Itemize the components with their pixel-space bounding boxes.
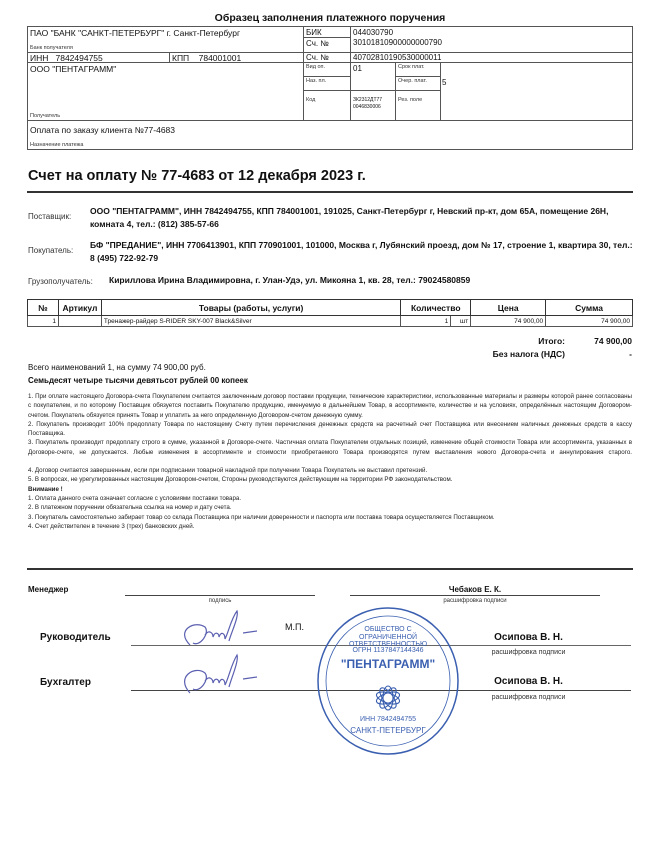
row-sku <box>58 316 101 327</box>
table-header <box>28 300 633 316</box>
corr-account-value: 30101810900000000790 <box>353 38 442 47</box>
header-number: № <box>28 300 59 316</box>
bank-label: Банк получателя <box>30 45 73 51</box>
buyer-details: БФ "ПРЕДАНИЕ", ИНН 7706413901, КПП 770901001, 101000, Москва г, Лубянский проезд, дом № 17, строение 1, квартира 30, тел.: 8 (495) 722-92-79 <box>90 240 633 263</box>
term-2: 2. Покупатель производит 100% предоплату Товара по настоящему Счету путем перечисления денежных средств на расчетный счет Поставщика или внесением наличных денежных средств в кассу Поставщика. <box>28 420 632 438</box>
vat-label: Без налога (НДС) <box>492 349 565 359</box>
recipient-name: ООО "ПЕНТАГРАММ" <box>30 64 117 74</box>
total-label: Итого: <box>538 336 565 346</box>
form-title: Образец заполнения платежного поручения <box>214 12 446 24</box>
payment-purpose: Оплата по заказу клиента №77-4683 <box>30 125 176 135</box>
recipient-label: Получатель <box>30 113 61 119</box>
stamp-city: САНКТ-ПЕТЕРБУРГ <box>350 726 426 735</box>
account-value: 40702810190530000011 <box>353 53 442 62</box>
stamp-outer-text: ОБЩЕСТВО С ОГРАНИЧЕННОЙ ОТВЕТСТВЕННОСТЬЮ <box>348 626 428 649</box>
consignee-details: Кириллова Ирина Владимировна, г. Улан-Удэ, ул. Микояна 1, кв. 28, тел.: 79024580859 <box>109 275 471 285</box>
stamp-ogrn: ОГРН 1137847144346 <box>352 647 424 654</box>
corr-account-label: Сч. № <box>306 39 329 48</box>
stamp-place-label: М.П. <box>285 622 304 632</box>
row-sum: 74 900,00 <box>546 316 633 327</box>
header-goods: Товары (работы, услуги) <box>101 300 400 316</box>
terms <box>28 392 632 531</box>
decode-caption: расшифровка подписи <box>491 694 566 701</box>
code-value: ЗК2312ДТ77 0046830006 <box>353 97 383 110</box>
terms-divider <box>27 568 633 570</box>
term-1: 1. При оплате настоящего Договора-счета Покупателем считается заключенным договор поставки продукции, технические характеристики, использованные материалы и размеры которой ранее согласованы с покупателем, и по которому Поставщик обязуется поставить Покупателю продукцию, именуемую в дальнейшем Товар, в ассортименте, количестве и на условиях, определённых настоящим Договором-счетом. Покупатель обязуется принять Товар и уплатить за него определенную Договором-счетом денежную сумму. <box>28 393 632 419</box>
term-4: 4. Договор считается завершенным, если при подписании товарной накладной при получении Товара Покупатель не выставил претензий. <box>28 467 428 475</box>
invoice-title: Счет на оплату № 77-4683 от 12 декабря 2023 г. <box>28 168 366 184</box>
manager-name: Чебаков Е. К. <box>448 585 502 594</box>
company-stamp <box>316 606 460 756</box>
row-qty: 1 <box>401 316 451 327</box>
total-value: 74 900,00 <box>594 336 632 346</box>
header-quantity: Количество <box>401 300 471 316</box>
payment-term-label: Срок плат. <box>398 64 425 70</box>
bank-name: ПАО "БАНК "САНКТ-ПЕТЕРБУРГ" г. Санкт-Петербург <box>30 28 241 38</box>
bik-label: БИК <box>306 28 322 37</box>
stamp-inn: ИНН 7842494755 <box>359 716 417 723</box>
header-price: Цена <box>471 300 546 316</box>
stamp-name: "ПЕНТАГРАММ" <box>340 657 436 671</box>
row-unit: шт <box>451 316 471 327</box>
payment-purpose-code-label: Наз. пл. <box>306 78 327 84</box>
attention-3: 3. Покупатель самостоятельно забирает товар со склада Поставщика при наличии доверенности и паспорта или поставка товара осуществляется Поставщиком. <box>28 513 495 521</box>
inn-value: 7842494755 <box>55 53 103 63</box>
kpp-label: КПП <box>172 53 190 63</box>
payment-order-value: 5 <box>442 78 447 87</box>
decode-caption: расшифровка подписи <box>443 598 507 604</box>
decode-caption: расшифровка подписи <box>491 649 566 656</box>
bik-value: 044030790 <box>353 28 394 37</box>
reserve-field-label: Рез. поле <box>398 97 423 103</box>
code-label: Код <box>306 97 316 103</box>
manager-label: Менеджер <box>28 585 69 594</box>
op-type-value: 01 <box>353 64 362 73</box>
attention-1: 1. Оплата данного счета означает согласие с условиями поставки товара. <box>28 494 242 502</box>
inn-label: ИНН <box>30 53 49 63</box>
header-sum: Сумма <box>546 300 633 316</box>
director-name: Осипова В. Н. <box>494 632 563 643</box>
accountant-label: Бухгалтер <box>40 677 91 688</box>
items-summary: Всего наименований 1, на сумму 74 900,00 руб. <box>28 363 206 372</box>
bank-name-cell <box>27 26 304 53</box>
row-name: Тренажер-райдер S-RIDER SKY-007 Black&Silver <box>101 316 400 327</box>
pentagram-flower-icon <box>375 685 401 710</box>
attention-title: Внимание ! <box>28 485 63 493</box>
table-row <box>28 316 633 327</box>
title-divider <box>27 191 633 193</box>
sign-caption: подпись <box>208 598 232 604</box>
consignee-label: Грузополучатель: <box>28 277 93 286</box>
op-type-label: Вид оп. <box>306 64 326 70</box>
payment-order-label: Очер. плат. <box>398 78 427 84</box>
purpose-label: Назначение платежа <box>30 142 84 148</box>
term-5: 5. В вопросах, не урегулированных настоящим Договором-счетом, Стороны руководствуются действующим на территории РФ законодательством. <box>28 476 453 484</box>
vat-value: - <box>629 349 632 359</box>
attention-2: 2. В платежном поручении обязательна ссылка на номер и дату счета. <box>28 504 232 512</box>
supplier-label: Поставщик: <box>28 212 72 221</box>
signature-image <box>165 605 275 705</box>
supplier-details: ООО "ПЕНТАГРАММ", ИНН 7842494755, КПП 784001001, 191025, Санкт-Петербург г, Невский пр-кт, дом 65А, помещение 26Н, комната 4, тел.: (812) 385-57-66 <box>90 206 609 229</box>
kpp-value: 784001001 <box>198 53 242 63</box>
row-price: 74 900,00 <box>471 316 546 327</box>
manager-decode-line <box>350 595 600 596</box>
buyer-label: Покупатель: <box>28 246 74 255</box>
account-label: Сч. № <box>306 53 329 62</box>
director-label: Руководитель <box>40 632 111 643</box>
row-number: 1 <box>28 316 59 327</box>
term-3: 3. Покупатель производит предоплату строго в сумме, указанной в Договоре-счете. Частичная оплата Покупателем отдельных позиций, изменение общей стоимости Товара или ассортимента, указанных в Договоре-счете, не допускается. Любые изменения в ассортименте и стоимости приобретаемого Товара производятся путем выставления нового Договора-счета и аннулирования старого. <box>28 439 632 456</box>
manager-sign-line <box>125 595 315 596</box>
attention-4: 4. Счет действителен в течение 3 (трех) банковских дней. <box>28 522 195 530</box>
header-sku: Артикул <box>58 300 101 316</box>
accountant-name: Осипова В. Н. <box>494 676 563 687</box>
amount-in-words: Семьдесят четыре тысячи девятьсот рублей 00 копеек <box>28 376 248 385</box>
items-table <box>27 299 633 327</box>
